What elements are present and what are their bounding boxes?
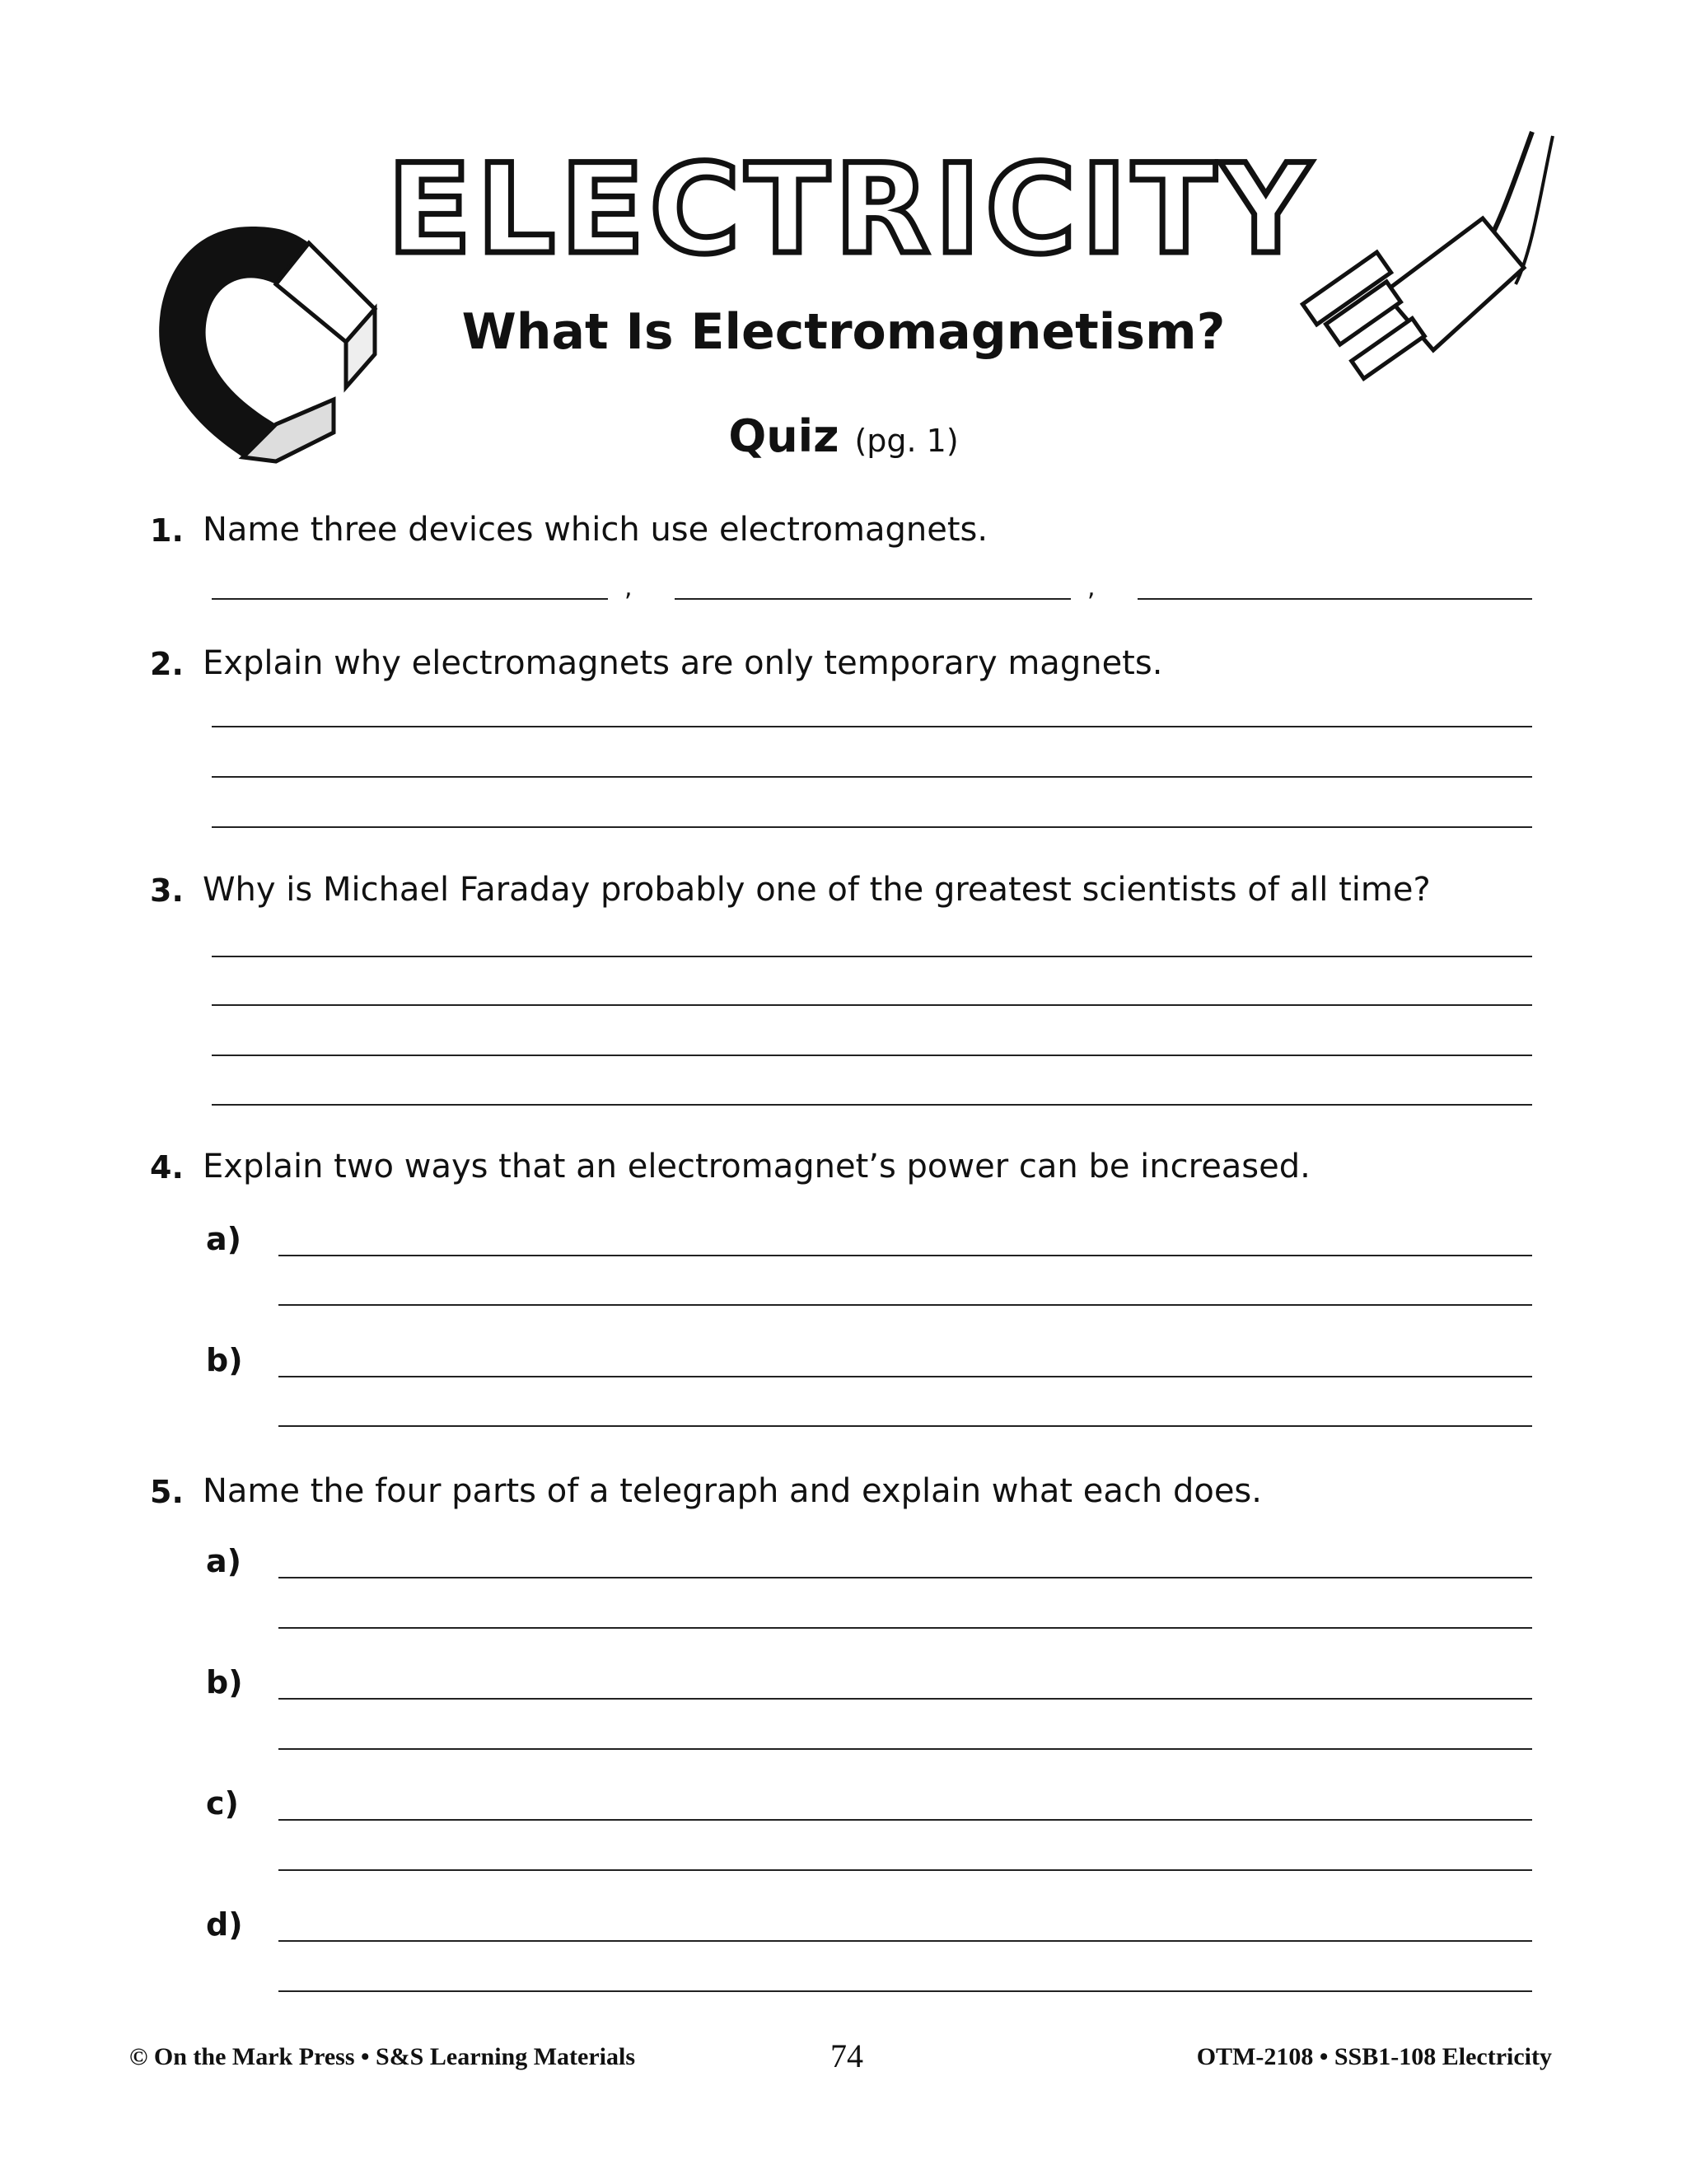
answer-line[interactable]	[278, 1627, 1532, 1629]
quiz-heading	[0, 410, 1687, 462]
answer-line[interactable]	[278, 1869, 1532, 1871]
page-number: 74	[830, 2037, 863, 2074]
footer-product-code: OTM-2108 • SSB1-108 Electricity	[1196, 2043, 1552, 2070]
separator: ,	[1087, 573, 1096, 602]
answer-line[interactable]	[278, 1255, 1532, 1256]
answer-line[interactable]	[212, 726, 1532, 727]
answer-line[interactable]	[278, 1990, 1532, 1992]
answer-line[interactable]	[278, 1376, 1532, 1377]
part-label: a)	[206, 1221, 242, 1257]
answer-line[interactable]	[212, 1104, 1532, 1106]
question-text: Explain two ways that an electromagnet’s power can be increased.	[203, 1148, 1311, 1186]
answer-line[interactable]	[278, 1748, 1532, 1750]
answer-line[interactable]	[278, 1698, 1532, 1700]
answer-line[interactable]	[278, 1819, 1532, 1821]
question-number: 3.	[150, 872, 184, 909]
answer-line[interactable]	[212, 598, 608, 600]
separator: ,	[624, 573, 633, 602]
part-label: c)	[206, 1785, 239, 1822]
question-text: Name three devices which use electromagnets.	[203, 511, 988, 549]
question-number: 5.	[150, 1474, 184, 1510]
part-label: d)	[206, 1906, 243, 1943]
question-number: 2.	[150, 646, 184, 682]
quiz-label: Quiz	[728, 410, 839, 462]
worksheet-title: ELECTRICITY	[387, 138, 1316, 282]
question-text: Name the four parts of a telegraph and explain what each does.	[203, 1472, 1262, 1510]
answer-line[interactable]	[675, 598, 1071, 600]
part-label: b)	[206, 1664, 243, 1700]
answer-line[interactable]	[278, 1577, 1532, 1578]
answer-line[interactable]	[212, 1055, 1532, 1056]
footer-publisher: © On the Mark Press • S&S Learning Materials	[129, 2043, 635, 2070]
part-label: b)	[206, 1342, 243, 1378]
part-label: a)	[206, 1543, 242, 1579]
answer-line[interactable]	[212, 956, 1532, 957]
answer-line[interactable]	[1138, 598, 1532, 600]
question-number: 1.	[150, 512, 184, 549]
answer-line[interactable]	[212, 826, 1532, 828]
question-text: Explain why electromagnets are only temporary magnets.	[203, 644, 1163, 682]
answer-line[interactable]	[278, 1304, 1532, 1306]
answer-line[interactable]	[278, 1940, 1532, 1942]
question-text: Why is Michael Faraday probably one of the greatest scientists of all time?	[203, 871, 1431, 909]
worksheet-subtitle: What Is Electromagnetism?	[461, 303, 1226, 361]
answer-line[interactable]	[212, 1004, 1532, 1006]
question-number: 4.	[150, 1149, 184, 1186]
quiz-page: (pg. 1)	[854, 423, 959, 459]
answer-line[interactable]	[212, 776, 1532, 778]
answer-line[interactable]	[278, 1425, 1532, 1427]
